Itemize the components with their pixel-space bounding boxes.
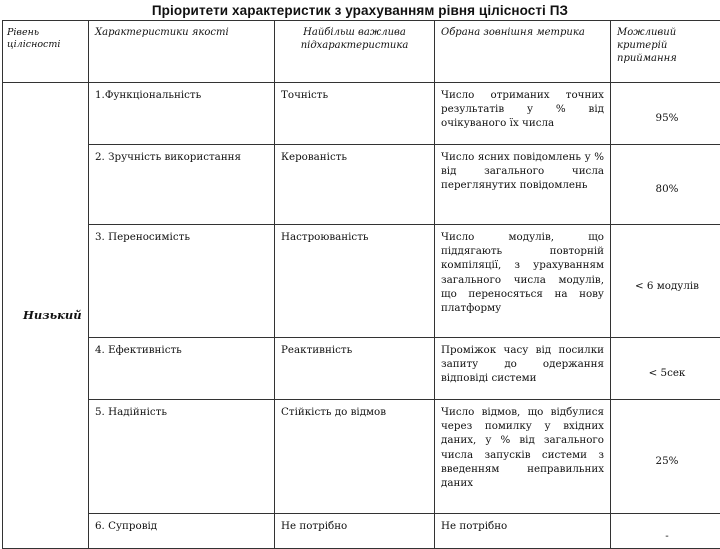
criterion-value: < 6 модулів (635, 279, 699, 293)
table-row (3, 225, 720, 338)
metric-cell: Число модулів, що піддягають повторній компіляції, з урахуванням загального числа модулів, що переносяться на нову платформу (435, 225, 611, 338)
characteristic-cell: 1.Функціональність (89, 83, 275, 145)
header-metric: Обрана зовнішня метрика (435, 21, 611, 83)
metric-cell: Число ясних повідомлень у % від загального числа переглянутих повідомлень (435, 145, 611, 225)
subcharacteristic-cell: Реактивність (275, 338, 435, 400)
table-row (3, 338, 720, 400)
subcharacteristic-cell: Не потрібно (275, 514, 435, 549)
metric-cell: Не потрібно (435, 514, 611, 549)
characteristic-cell: 6. Супровід (89, 514, 275, 549)
subcharacteristic-cell: Стійкість до відмов (275, 400, 435, 514)
metric-cell: Число відмов, що відбулися через помилку у вхідних даних, у % від загального числа запусків системи з введенням неправильних даних (435, 400, 611, 514)
criterion-cell (611, 83, 720, 145)
page-title: Пріоритети характеристик з урахуванням рівня цілісності ПЗ (0, 3, 720, 18)
table-row (3, 514, 720, 549)
criterion-cell (611, 145, 720, 225)
subcharacteristic-cell: Настроюваність (275, 225, 435, 338)
characteristic-cell: 3. Переносимість (89, 225, 275, 338)
subcharacteristic-cell: Керованість (275, 145, 435, 225)
criterion-cell (611, 338, 720, 400)
criterion-cell (611, 225, 720, 338)
header-level: Рівень цілісності (3, 21, 89, 83)
integrity-level: Низький (3, 83, 89, 549)
criterion-value: 95% (656, 111, 679, 125)
header-characteristic: Характеристики якості (89, 21, 275, 83)
criterion-value: < 5сек (649, 366, 686, 380)
table-header-row (3, 21, 720, 83)
table-row (3, 400, 720, 514)
metric-cell: Проміжок часу від посилки запиту до одержання відповіді системи (435, 338, 611, 400)
metric-cell: Число отриманих точних результатів у % від очікуваного їх числа (435, 83, 611, 145)
header-subcharacteristic: Найбільш важлива підхарактеристика (275, 21, 435, 83)
header-criterion: Можливий критерій приймання (611, 21, 720, 83)
characteristic-cell: 2. Зручність використання (89, 145, 275, 225)
subcharacteristic-cell: Точність (275, 83, 435, 145)
criterion-value: 80% (656, 182, 679, 196)
characteristic-cell: 5. Надійність (89, 400, 275, 514)
criterion-value: - (665, 529, 668, 543)
characteristic-cell: 4. Ефективність (89, 338, 275, 400)
table-row (3, 145, 720, 225)
criterion-value: 25% (656, 454, 679, 468)
priority-table (2, 20, 720, 549)
table-row (3, 83, 720, 145)
criterion-cell (611, 514, 720, 549)
criterion-cell (611, 400, 720, 514)
